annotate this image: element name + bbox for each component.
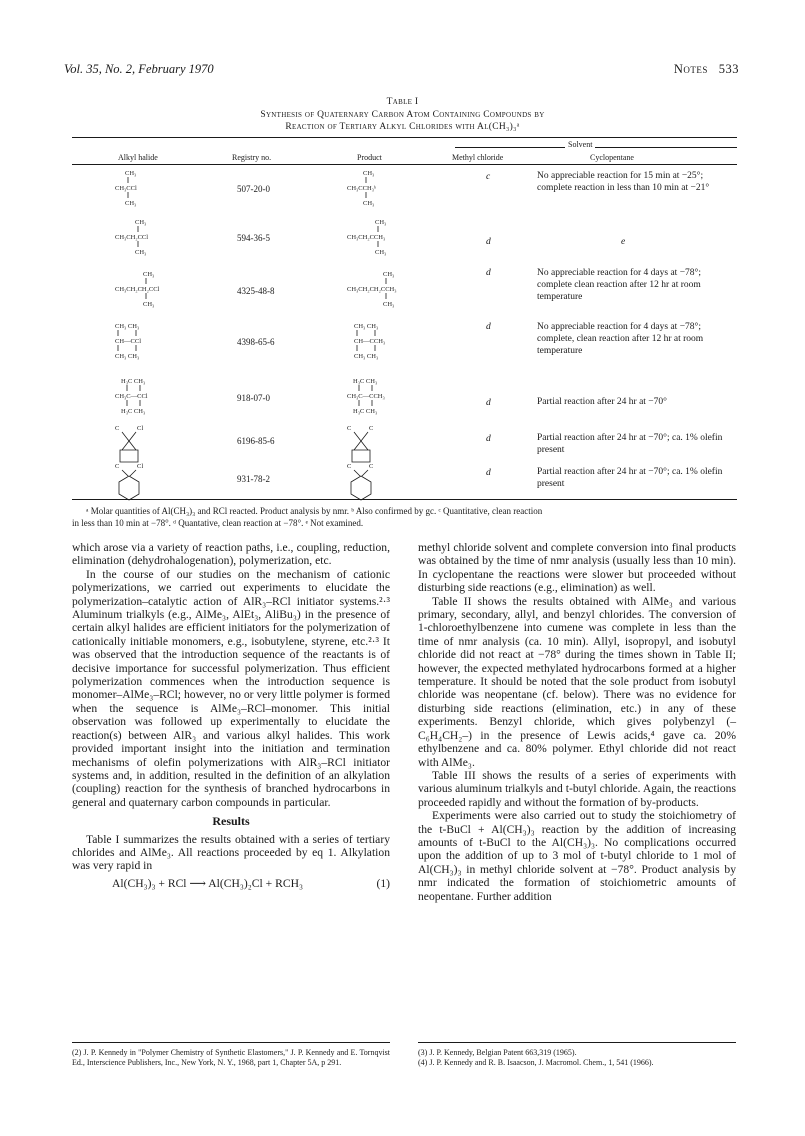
svg-text:C: C [347, 463, 352, 470]
right-column [418, 541, 736, 903]
reference-list-right [418, 1048, 736, 1068]
registry-row6: 6196-85-6 [237, 436, 275, 446]
table-footnotes [72, 505, 737, 529]
svg-text:CH—CCl: CH—CCl [115, 338, 142, 345]
page-number: 533 [718, 62, 739, 76]
left-paragraph-1: which arose via a variety of reaction paths, i.e., coupling, reduction, elimination (dehydrohalogenation), polymerization, etc. [72, 541, 390, 568]
right-paragraph-1: methyl chloride solvent and complete conversion into final products was obtained by the time of nmr analysis (usually less than 10 min). In cyclopentane the reactions were slower but proceeded without disturbing side reactions (e.g., elimination) as well. [418, 541, 736, 595]
equation-1 [72, 877, 390, 890]
left-paragraph-2: In the course of our studies on the mechanism of cationic polymerizations, we carried out experiments to elucidate the polymerization–catalytic action of AlR₃–RCl initiator systems.²·³ Aluminum trialkyls (e.g., AlMe₃, AlEt₃, AliBu₃) in the presence of certain alkyl halides are efficient initiators for the polymerization of cationically initiable monomers, e.g., isobutylene, styrene, etc.²·³ It was observed that the introduction sequence of the reactants is of decisive importance for successful polymerization. Thus efficient polymerization commences when the introduction sequence is monomer–AlMe₃–RCl; however, no or very little polymer is formed when the sequence is AlMe₃–RCl–monomer. This initial observation was followed up experimentally to elucidate the reaction(s) between AlR₃ and various alkyl halides. This work provided important insight into the initiation and termination mechanisms of olefin polymerizations with AlR₃–RCl initiator systems and, in addition, resulted in the definition of an alkylation (coupling) reaction for the synthesis of branched hydrocarbons in general and quaternary carbon compounds in particular. [72, 567, 390, 809]
col-product: Product [357, 153, 382, 162]
svg-text:CH₃ CH₃: CH₃ CH₃ [115, 323, 140, 330]
col-cyclopentane: Cyclopentane [590, 153, 634, 162]
svg-text:CH₃C—CCl: CH₃C—CCl [115, 393, 148, 400]
svg-text:CH₃CH₂CCH₃: CH₃CH₂CCH₃ [347, 234, 386, 241]
svg-text:C: C [369, 425, 374, 432]
svg-text:CH₃: CH₃ [375, 249, 387, 256]
svg-text:C: C [347, 425, 352, 432]
right-paragraph-2: Table II shows the results obtained with AlMe₃ and various primary, secondary, allyl, and benzyl chlorides. The conversion of 1-chloroethylbenzene into cumene was complete in less than the time of nmr analysis (ca. 10 min). Allyl, isopropyl, and isobutyl chloride did not react at −78° during the times shown in Table II; however, the expected methylated hydrocarbons formed at a higher temperature. It should be noted that the sole product from isobutyl chloride was neopentane (cf. below). There was no evidence for disturbing side reactions (elimination, etc.) in any of these experiments. Benzyl chloride, which gives polybenzyl (–C₆H₄CH₂–) in the presence of Lewis acids,⁴ gave ca. 20% ethylbenzene and ca. 80% polymer. Ethyl chloride did not react with AlMe₃. [418, 594, 736, 769]
cyclopentane-row4: No appreciable reaction for 4 days at −78°; complete, clean reaction after 12 hr at room temperature [537, 322, 704, 356]
svg-text:CH₃C—CCH₃: CH₃C—CCH₃ [347, 393, 385, 400]
section-name: Notes [673, 62, 708, 76]
structure-halide-row4 [113, 320, 209, 364]
svg-text:CH₃: CH₃ [143, 301, 155, 308]
methyl-chloride-row2: d [486, 237, 491, 247]
registry-row2: 594-36-5 [237, 233, 270, 243]
right-footnote-rule [418, 1042, 736, 1043]
cyclopentane-row3: No appreciable reaction for 4 days at −78°; complete clean reaction after 12 hr at room temperature [537, 268, 701, 302]
structure-product-row3 [345, 268, 441, 312]
methyl-chloride-row5: d [486, 398, 491, 408]
solvent-rule [455, 147, 737, 148]
structure-product-row4 [352, 320, 448, 364]
svg-text:H₃C CH₃: H₃C CH₃ [353, 408, 378, 415]
svg-text:H₃C CH₃: H₃C CH₃ [121, 378, 146, 385]
svg-text:C: C [369, 463, 374, 470]
structure-product-row5 [345, 375, 441, 419]
svg-text:C: C [115, 463, 120, 470]
table-header-rule [72, 164, 737, 165]
equation-text: Al(CH₃)₃ + RCl ⟶ Al(CH₃)₂Cl + RCH₃ [112, 876, 303, 890]
registry-row4: 4398-65-6 [237, 337, 275, 347]
svg-text:CH₃: CH₃ [135, 219, 147, 226]
left-column [72, 541, 390, 890]
registry-row3: 4325-48-8 [237, 286, 275, 296]
svg-text:CH₃: CH₃ [363, 170, 375, 177]
methyl-chloride-row1: c [486, 172, 491, 182]
registry-row5: 918-07-0 [237, 393, 270, 403]
methyl-chloride-row6: d [486, 434, 491, 444]
left-footnote-rule [72, 1042, 390, 1043]
methyl-chloride-row3: d [486, 268, 491, 278]
table-label: Table I [386, 97, 419, 107]
structure-product-row1 [345, 167, 441, 211]
svg-text:CH₃ CH₃: CH₃ CH₃ [115, 353, 140, 360]
structure-halide-row7 [113, 460, 209, 504]
reference-2: (2) J. P. Kennedy in "Polymer Chemistry of Synthetic Elastomers," J. P. Kennedy and E. Tornqvist Ed., Interscience Publishers, Inc., New York, N. Y., 1968, part 1, Chapter 5A, p 291. [72, 1048, 390, 1067]
journal-header: Vol. 35, No. 2, February 1970 [64, 62, 214, 76]
table-title-line1: Synthesis of Quaternary Carbon Atom Containing Compounds by [260, 110, 545, 120]
svg-text:CH—CCH₃: CH—CCH₃ [354, 338, 386, 345]
solvent-header: Solvent [565, 140, 595, 149]
structure-halide-row3 [113, 268, 209, 312]
cyclopentane-row6: Partial reaction after 24 hr at −70°; ca. 1% olefin present [537, 433, 723, 455]
svg-text:CH₃CCl: CH₃CCl [115, 185, 137, 192]
svg-text:CH₃: CH₃ [363, 200, 375, 207]
structure-product-row7 [345, 460, 441, 504]
cyclopentane-row2: e [621, 237, 626, 247]
svg-text:CH₃: CH₃ [135, 249, 147, 256]
table-bottom-rule [72, 499, 737, 500]
right-paragraph-4: Experiments were also carried out to study the stoichiometry of the t-BuCl + Al(CH₃)₃ reaction by the addition of increasing amounts of t-BuCl to the Al(CH₃)₃. No complications occurred upon the addition of up to 3 mol of t-butyl chloride to 1 mol of Al(CH₃)₃ in methyl chloride solvent at −78°. Product analysis by nmr indicated the formation of stoichiometric amounts of neopentane. Further addition [418, 809, 736, 903]
col-alkyl-halide: Alkyl halide [118, 153, 158, 162]
svg-text:CH₃ CH₃: CH₃ CH₃ [354, 323, 379, 330]
svg-text:CH₃CH₂CH₂CCH₃: CH₃CH₂CH₂CCH₃ [347, 286, 397, 293]
methyl-chloride-row4: d [486, 322, 491, 332]
table-title-line2: Reaction of Tertiary Alkyl Chlorides with Al(CH₃)₃ᵃ [285, 122, 520, 132]
svg-text:CH₃CCH₃ᵇ: CH₃CCH₃ᵇ [347, 185, 376, 192]
svg-text:CH₃: CH₃ [125, 200, 137, 207]
svg-text:CH₃: CH₃ [125, 170, 137, 177]
svg-text:Cl: Cl [137, 463, 144, 470]
structure-halide-row2 [113, 216, 209, 260]
structure-product-row2 [345, 216, 441, 260]
svg-text:H₃C CH₃: H₃C CH₃ [121, 408, 146, 415]
reference-4: (4) J. P. Kennedy and R. B. Isaacson, J. Macromol. Chem., 1, 541 (1966). [418, 1058, 654, 1067]
col-registry: Registry no. [232, 153, 272, 162]
svg-text:CH₃: CH₃ [143, 271, 155, 278]
structure-halide-row1 [113, 167, 209, 211]
svg-text:CH₃: CH₃ [383, 271, 395, 278]
methyl-chloride-row7: d [486, 468, 491, 478]
table-footnote-line2: in less than 10 min at −78°. ᵈ Quantative, clean reaction at −78°. ᵉ Not examined. [72, 518, 364, 528]
svg-text:CH₃CH₂CH₂CCl: CH₃CH₂CH₂CCl [115, 286, 160, 293]
svg-text:H₃C CH₃: H₃C CH₃ [353, 378, 378, 385]
table-top-rule [72, 137, 737, 138]
svg-text:CH₃CH₂CCl: CH₃CH₂CCl [115, 234, 149, 241]
reference-3: (3) J. P. Kennedy, Belgian Patent 663,319 (1965). [418, 1048, 577, 1057]
col-methyl-chloride: Methyl chloride [452, 153, 504, 162]
table-footnote-line1: ᵃ Molar quantities of Al(CH₃)₃ and RCl reacted. Product analysis by nmr. ᵇ Also confirmed by gc. ᶜ Quantitative, clean reaction [86, 506, 543, 516]
left-paragraph-3: Table I summarizes the results obtained with a series of tertiary chlorides and AlMe₃. All reactions proceeded by eq 1. Alkylation was very rapid in [72, 832, 390, 873]
cyclopentane-row1: No appreciable reaction for 15 min at −25°; complete reaction in less than 10 min at −21° [537, 171, 710, 193]
registry-row1: 507-20-0 [237, 184, 270, 194]
svg-text:Cl: Cl [137, 425, 144, 432]
cyclopentane-row5: Partial reaction after 24 hr at −70° [537, 397, 667, 407]
results-heading: Results [212, 814, 250, 829]
right-paragraph-3: Table III shows the results of a series of experiments with various aluminum trialkyls and t-butyl chloride. Again, the reactions proceeded rapidly and without the formation of by-products. [418, 768, 736, 809]
equation-number: (1) [376, 876, 390, 890]
svg-text:CH₃: CH₃ [375, 219, 387, 226]
structure-halide-row5 [113, 375, 209, 419]
svg-text:CH₃ CH₃: CH₃ CH₃ [354, 353, 379, 360]
svg-text:CH₃: CH₃ [383, 301, 395, 308]
registry-row7: 931-78-2 [237, 474, 270, 484]
svg-text:C: C [115, 425, 120, 432]
cyclopentane-row7: Partial reaction after 24 hr at −70°; ca. 1% olefin present [537, 467, 723, 489]
page-header [674, 62, 739, 77]
